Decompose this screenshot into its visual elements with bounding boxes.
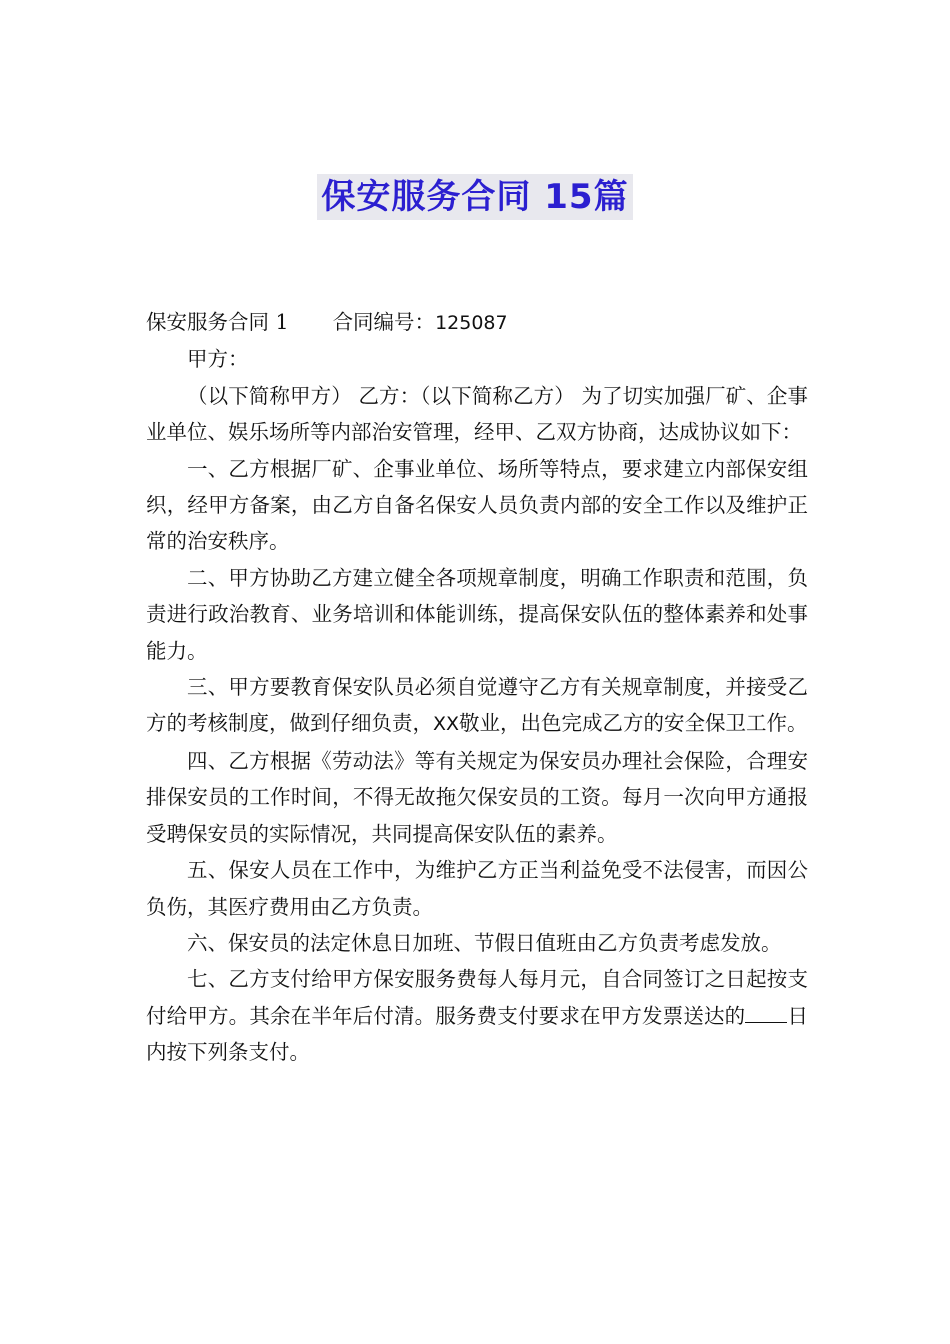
paragraph-party-a: 甲方：	[187, 347, 249, 372]
contract-number-label: 合同编号：	[332, 310, 436, 334]
document-title: 保安服务合同 15篇	[317, 174, 632, 220]
paragraph-clause-4: 四、乙方根据《劳动法》等有关规定为保安员办理社会保险，合理安排保安员的工作时间，不得无故拖欠保安员的工资。每月一次向甲方通报受聘保安员的实际情况，共同提高保安队伍的素养。	[146, 748, 808, 846]
fill-in-blank	[745, 1002, 787, 1023]
paragraph-clause-5: 五、保安人员在工作中，为维护乙方正当利益免受不法侵害，而因公负伤，其医疗费用由乙方负责。	[146, 858, 808, 919]
paragraph-clause-7: 七、乙方支付给甲方保安服务费每人每月元，自合同签订之日起按支付给甲方。其余在半年后付清。服务费支付要求在甲方发票送达的 日内按下列条支付。	[146, 967, 809, 1065]
section-heading: 保安服务合同 1	[146, 310, 289, 334]
paragraph-clause-6: 六、保安员的法定休息日加班、节假日值班由乙方负责考虑发放。	[187, 930, 782, 955]
paragraph-clause-1: 一、乙方根据厂矿、企事业单位、场所等特点，要求建立内部保安组织，经甲方备案，由乙方自备名保安人员负责内部的安全工作以及维护正常的治安秩序。	[146, 456, 808, 554]
contract-number: 125087	[435, 312, 508, 334]
paragraph-intro: （以下简称甲方） 乙方：（以下简称乙方） 为了切实加强厂矿、企事业单位、娱乐场所等内部治安管理，经甲、乙双方协商，达成协议如下：	[146, 383, 808, 445]
paragraph-clause-3: 三、甲方要教育保安队员必须自觉遵守乙方有关规章制度，并接受乙方的考核制度，做到仔细负责，XX敬业，出色完成乙方的安全保卫工作。	[146, 675, 808, 736]
document-body	[146, 304, 808, 1071]
heading-line	[146, 304, 808, 341]
paragraph-clause-2: 二、甲方协助乙方建立健全各项规章制度，明确工作职责和范围，负责进行政治教育、业务培训和体能训练，提高保安队伍的整体素养和处事能力。	[146, 565, 808, 663]
